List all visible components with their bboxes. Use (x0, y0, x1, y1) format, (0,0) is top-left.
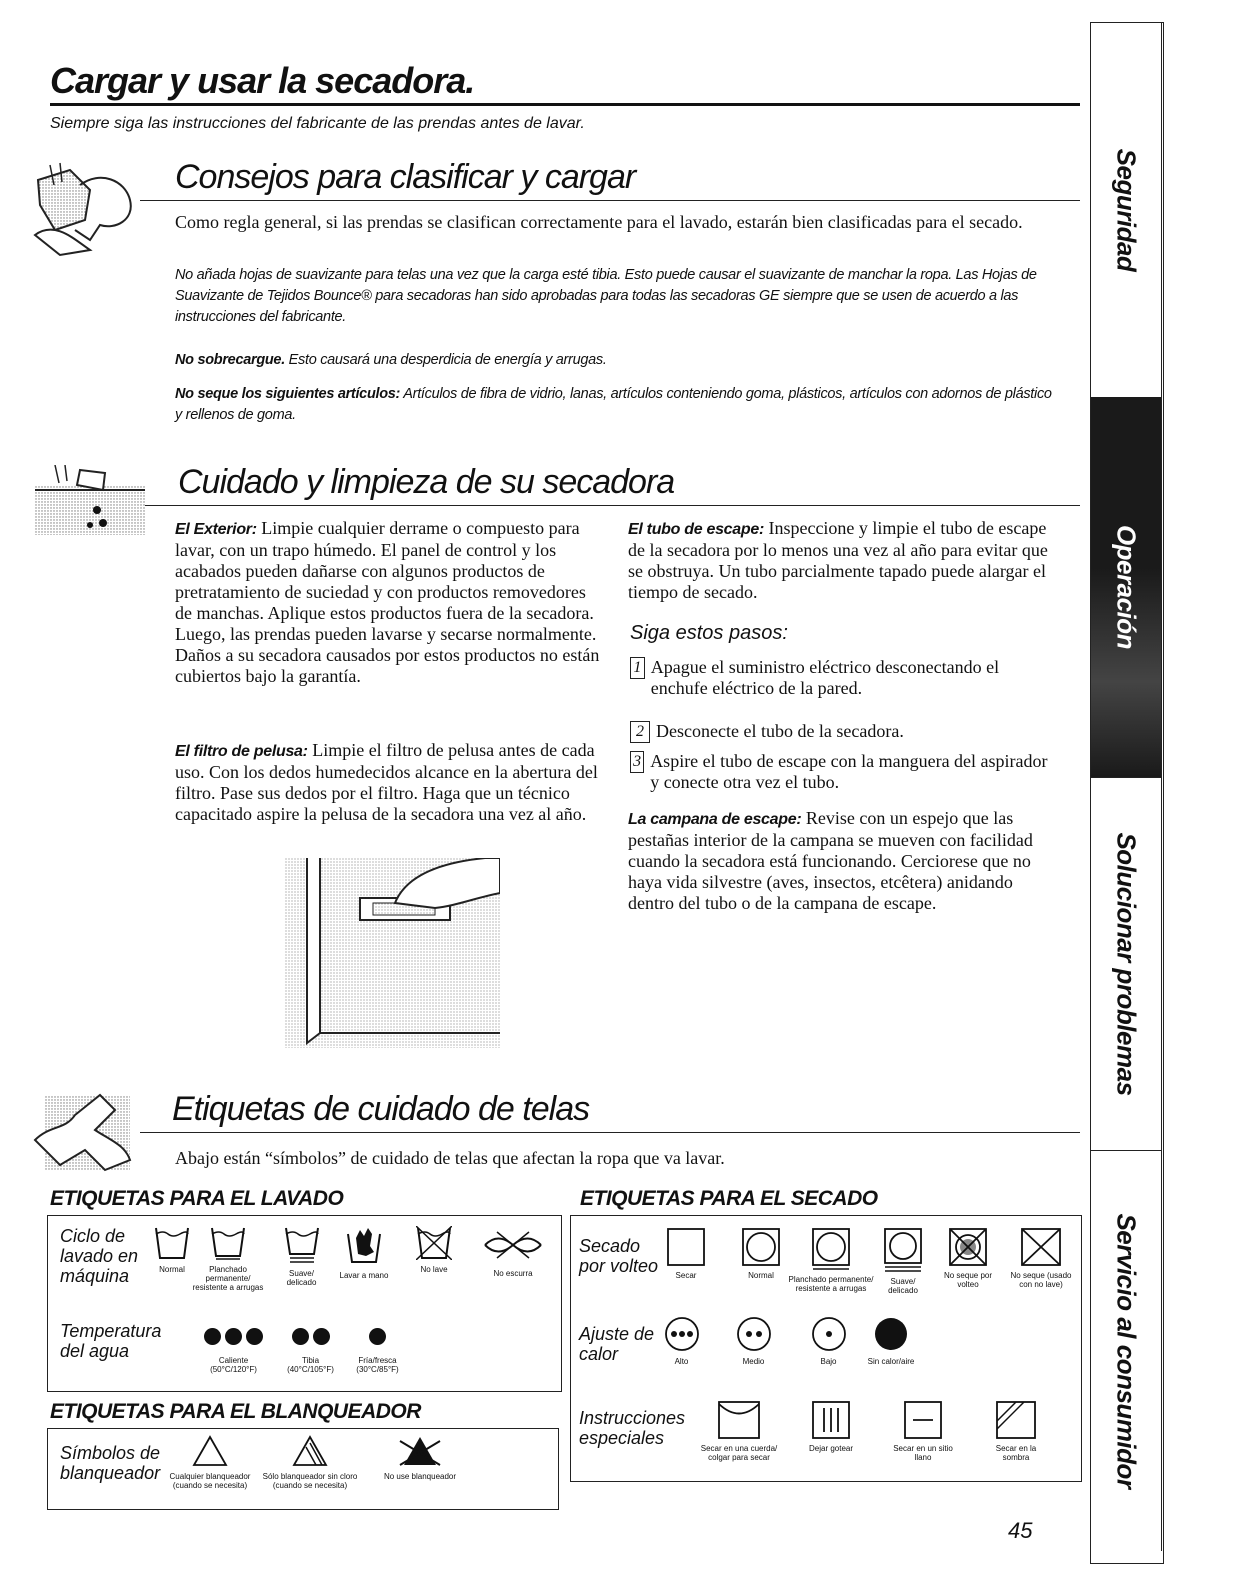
circle-one-dot-icon (811, 1316, 847, 1352)
wash-delicate-symbol (274, 1226, 329, 1287)
line-dry-icon (718, 1401, 760, 1439)
tab-operacion[interactable] (1090, 397, 1162, 777)
symbol-caption: Fría/fresca (30°C/85°F) (356, 1356, 399, 1374)
care-heading: Cuidado y limpieza de su secadora (178, 463, 675, 501)
symbol-caption: No escurra (493, 1269, 533, 1278)
sorting-note-softener: No añada hojas de suavizante para telas una vez que la carga esté tibia. Esto puede causar el suavizante de manchar la ropa. Las Hojas de Suavizante de Tejidos Bounce® para secadoras han sido aprobadas para todas las secadoras GE siempre que se usen de acuerdo a las instrucciones del fabricante. (175, 267, 1037, 325)
heat-high-symbol (659, 1316, 704, 1366)
heat-no-heat-symbol (861, 1316, 921, 1366)
exterior-lead: El Exterior: (175, 521, 257, 538)
sorting-illustration (30, 160, 140, 260)
tab-label: Solucionar problemas (1111, 832, 1142, 1096)
note-lead: No seque los siguientes artículos: (175, 386, 401, 402)
step-list (630, 657, 1050, 793)
do-not-wring-symbol (478, 1230, 548, 1278)
temp-warm-symbol (283, 1328, 338, 1374)
heat-medium-symbol (731, 1316, 776, 1366)
step-text: Apague el suministro eléctrico desconectando el enchufe eléctrico de la pared. (650, 657, 1000, 698)
symbol-caption: Medio (742, 1357, 765, 1366)
step-text: Aspire el tubo de escape con la manguera del aspirador y conecte otra vez el tubo. (650, 751, 1048, 792)
wash-labels-panel (47, 1215, 562, 1392)
three-dots-icon (196, 1328, 271, 1350)
symbol-caption: Secar en un sitio llano (893, 1444, 953, 1462)
line-dry-symbol (689, 1401, 789, 1462)
page-title: Cargar y usar la secadora. (50, 60, 475, 101)
labels-heading: Etiquetas de cuidado de telas (172, 1090, 590, 1128)
page-subtitle: Siempre siga las instrucciones del fabricante de las prendas antes de lavar. (50, 115, 585, 132)
symbol-caption: Cualquier blanqueador (cuando se necesita) (169, 1472, 251, 1490)
drip-dry-icon (812, 1401, 850, 1439)
special-instructions-label: Instrucciones especiales (579, 1408, 686, 1448)
step-number: 3 (630, 751, 644, 773)
bleach-label: Símbolos de blanqueador (60, 1443, 161, 1483)
tumble-dry-symbol (661, 1228, 711, 1280)
symbol-caption: Sin calor/aire (867, 1357, 915, 1366)
sorting-intro: Como regla general, si las prendas se clasifican correctamente para el lavado, estarán bien clasificadas para el secado. (175, 212, 1023, 232)
wash-normal-symbol (152, 1226, 192, 1274)
circle-two-dots-icon (736, 1316, 772, 1352)
sorting-rule (140, 200, 1080, 201)
heat-setting-label: Ajuste de calor (579, 1324, 655, 1364)
labels-rule (140, 1132, 1080, 1133)
dry-flat-icon (904, 1401, 942, 1439)
tumble-circle-bar-icon (812, 1228, 850, 1270)
step-text: Desconecte el tubo de la secadora. (656, 721, 904, 741)
tab-label: Servicio al consumidor (1111, 1213, 1142, 1489)
washtub-double-bar-icon (284, 1226, 320, 1264)
labels-illustration (30, 1090, 135, 1175)
care-rule (145, 505, 1080, 506)
do-not-dry-icon (1021, 1228, 1061, 1266)
dry-labels-panel (570, 1215, 1082, 1482)
temp-hot-symbol (196, 1328, 271, 1374)
filled-circle-icon (873, 1316, 909, 1352)
exterior-text: Limpie cualquier derrame o compuesto para lavar, con un trapo húmedo. El panel de control y los acabados pueden dañarse con algunos productos de pretratamiento de suciedad y con productos removedores de manchas. Aplique estos productos fuera de la secadora. Luego, las prendas pueden lavarse y secarse normalmente. Daños a su secadora causados por estos productos no están cubiertos bajo la garantía. (175, 518, 600, 686)
hood-text: Revise con un espejo que las pestañas interior de la campana se mueven con facilidad cuando la secadora está funcionando. Cerciorese que no haya vida silvestre (aves, insectos, etcêtera) anidando dentro del tubo o de la campana de escape. (628, 808, 1033, 913)
dry-labels-title: ETIQUETAS PARA EL SECADO (580, 1187, 878, 1210)
dry-flat-symbol (893, 1401, 953, 1462)
drip-dry-symbol (801, 1401, 861, 1453)
bleach-labels-title: ETIQUETAS PARA EL BLANQUEADOR (50, 1400, 421, 1423)
washtub-icon (154, 1226, 190, 1260)
note-lead: No sobrecargue. (175, 352, 285, 368)
note-text: Esto causará una desperdicia de energía y arrugas. (288, 352, 607, 368)
symbol-caption: No use blanqueador (383, 1472, 457, 1481)
no-bleach-icon (398, 1435, 442, 1467)
one-dot-icon (350, 1328, 405, 1350)
square-icon (667, 1228, 705, 1266)
tab-servicio[interactable] (1090, 1151, 1162, 1551)
care-lint-filter (175, 740, 603, 825)
step-item (630, 657, 1050, 699)
tumble-delicate-symbol (878, 1228, 928, 1295)
water-temp-label: Temperatura del agua (60, 1321, 162, 1361)
two-dots-icon (283, 1328, 338, 1350)
steps-heading: Siga estos pasos: (630, 622, 788, 644)
wash-permanent-press-symbol (188, 1226, 268, 1292)
labels-intro: Abajo están “símbolos” de cuidado de telas que afectan la ropa que va lavar. (175, 1148, 725, 1168)
symbol-caption: Alto (674, 1357, 689, 1366)
note-text: Artículos de fibra de vidrio, lanas, artículos conteniendo goma, plásticos, artículos con adornos de plástico y rellenos de goma. (175, 386, 1052, 423)
wash-hand-symbol (334, 1226, 394, 1280)
symbol-caption: Tibia (40°C/105°F) (287, 1356, 334, 1374)
symbol-caption: Caliente (50°C/120°F) (210, 1356, 257, 1374)
sorting-note-overload (175, 350, 1055, 371)
striped-triangle-icon (292, 1435, 328, 1467)
lint-text: Limpie el filtro de pelusa antes de cada uso. Con los dedos humedecidos alcance en la abertura del filtro. Pase sus dedos por el filtro. Haga que un técnico capacitado aspire la pelusa de la secadora una vez al año. (175, 740, 598, 824)
no-bleach-symbol (370, 1435, 470, 1481)
do-not-wash-symbol (404, 1226, 464, 1274)
symbol-caption: Secar en la sombra (995, 1444, 1037, 1462)
triangle-icon (192, 1435, 228, 1467)
do-not-tumble-icon (949, 1228, 987, 1266)
non-chlorine-bleach-symbol (260, 1435, 360, 1490)
symbol-caption: No lave (420, 1265, 448, 1274)
do-not-tumble-dry-symbol (933, 1228, 1003, 1289)
exhaust-lead: El tubo de escape: (628, 521, 764, 538)
sorting-note-items (175, 384, 1055, 426)
do-not-wring-icon (483, 1230, 543, 1260)
bleach-labels-panel (47, 1428, 559, 1510)
symbol-caption: No seque (usado con no lave) (1010, 1271, 1072, 1289)
symbol-caption: Normal (159, 1265, 185, 1274)
do-not-dry-symbol (1009, 1228, 1073, 1289)
symbol-caption: Suave/ delicado (286, 1269, 317, 1287)
symbol-caption: Planchado permanente/ resistente a arrugas (192, 1265, 264, 1292)
any-bleach-symbol (160, 1435, 260, 1490)
care-exterior (175, 518, 603, 687)
lint-lead: El filtro de pelusa: (175, 743, 308, 760)
symbol-caption: Normal (748, 1271, 774, 1280)
cleaning-illustration (35, 465, 145, 540)
washtub-bar-icon (210, 1226, 246, 1260)
symbol-caption: Bajo (820, 1357, 837, 1366)
symbol-caption: Secar en una cuerda/ colgar para secar (700, 1444, 778, 1462)
dry-in-shade-symbol (986, 1401, 1046, 1462)
page-number: 45 (1008, 1518, 1033, 1543)
tab-label: Seguridad (1111, 148, 1142, 271)
tumble-dry-label: Secado por volteo (579, 1236, 659, 1276)
wash-cycle-label: Ciclo de lavado en máquina (60, 1226, 139, 1286)
sorting-heading: Consejos para clasificar y cargar (175, 158, 636, 196)
hand-wash-icon (344, 1226, 384, 1266)
symbol-caption: Suave/ delicado (888, 1277, 918, 1295)
care-exhaust-tube (628, 518, 1048, 603)
tumble-normal-symbol (736, 1228, 786, 1280)
tumble-circle-icon (742, 1228, 780, 1266)
symbol-caption: No seque por volteo (943, 1271, 993, 1289)
tumble-permanent-press-symbol (786, 1228, 876, 1293)
temp-cold-symbol (350, 1328, 405, 1374)
tumble-circle-double-bar-icon (884, 1228, 922, 1272)
symbol-caption: Planchado permanente/ resistente a arrugas (788, 1275, 874, 1293)
symbol-caption: Lavar a mano (339, 1271, 389, 1280)
dry-in-shade-icon (996, 1401, 1036, 1439)
symbol-caption: Dejar gotear (808, 1444, 854, 1453)
circle-three-dots-icon (664, 1316, 700, 1352)
title-rule (50, 103, 1080, 106)
hood-lead: La campana de escape: (628, 811, 802, 828)
exhaust-text: Inspeccione y limpie el tubo de escape de la secadora por lo menos una vez al año para evitar que se obstruya. Un tubo parcialmente tapado puede alargar el tiempo de secado. (628, 518, 1048, 602)
tab-label: Operación (1111, 524, 1142, 650)
heat-low-symbol (806, 1316, 851, 1366)
tab-solucionar[interactable] (1090, 778, 1162, 1150)
do-not-wash-icon (416, 1226, 452, 1260)
step-number: 1 (630, 657, 645, 679)
lint-filter-illustration (285, 858, 500, 1048)
symbol-caption: Secar (675, 1271, 697, 1280)
step-item (630, 721, 1050, 743)
tab-seguridad[interactable] (1090, 22, 1162, 397)
wash-labels-title: ETIQUETAS PARA EL LAVADO (50, 1187, 344, 1210)
step-number: 2 (630, 721, 650, 743)
care-exhaust-hood (628, 808, 1053, 914)
step-item (630, 751, 1050, 793)
symbol-caption: Sólo blanqueador sin cloro (cuando se necesita) (262, 1472, 358, 1490)
